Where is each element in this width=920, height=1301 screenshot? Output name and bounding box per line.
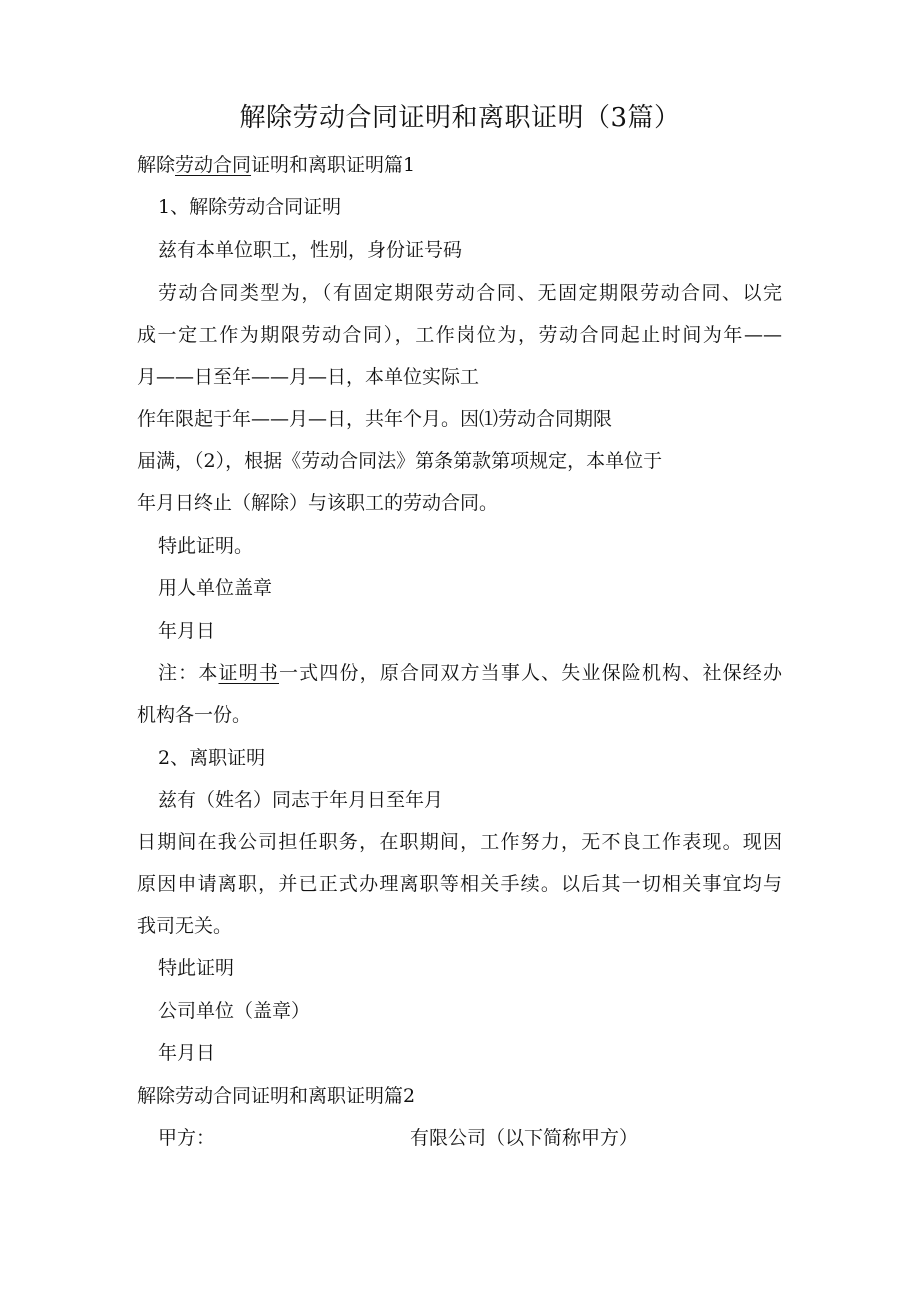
certify-text-2: 特此证明: [158, 957, 235, 979]
certify-text-1: 特此证明。: [158, 535, 254, 557]
heading-1-prefix: 解除: [137, 154, 176, 176]
resignation-line-4: 我司无关。: [137, 915, 233, 937]
note-line-2: 机构各一份。: [137, 704, 252, 726]
document-title: 解除劳动合同证明和离职证明（3篇）: [239, 103, 681, 133]
paragraph-contract-line-2: 成一定工作为期限劳动合同），工作岗位为，劳动合同起止时间为年——: [137, 324, 782, 346]
paragraph-contract-line-6: 年月日终止（解除）与该职工的劳动合同。: [137, 492, 499, 514]
item-1-title: 1、解除劳动合同证明: [158, 196, 342, 218]
resignation-line-1: 兹有（姓名）同志于年月日至年月: [158, 789, 444, 811]
company-seal-text: 公司单位（盖章）: [158, 1000, 311, 1022]
employer-seal-text: 用人单位盖章: [158, 577, 273, 599]
section-heading-1: [137, 152, 415, 178]
paragraph-contract-line-5: 届满，（2），根据《劳动合同法》第条第款第项规定，本单位于: [137, 450, 663, 472]
party-a-value: 有限公司（以下简称甲方）: [410, 1127, 639, 1149]
resignation-line-2: 日期间在我公司担任职务，在职期间，工作努力，无不良工作表现。现因: [137, 831, 782, 853]
paragraph-contract-line-4: 作年限起于年——月—日，共年个月。因⑴劳动合同期限: [137, 408, 613, 430]
note-line-1-suffix: 一式四份，原合同双方当事人、失业保险机构、社保经办: [279, 662, 782, 684]
resignation-line-3: 原因申请离职，并已正式办理离职等相关手续。以后其一切相关事宜均与: [137, 873, 782, 895]
paragraph-contract-line-1: 劳动合同类型为，（有固定期限劳动合同、无固定期限劳动合同、以完: [158, 282, 782, 304]
heading-1-suffix: 证明和离职证明篇1: [251, 154, 416, 176]
date-text-1: 年月日: [158, 620, 216, 642]
paragraph-contract-line-3: 月——日至年——月—日，本单位实际工: [137, 366, 480, 388]
note-line-1: [158, 660, 782, 686]
date-text-2: 年月日: [158, 1042, 216, 1064]
note-prefix: 注：本: [158, 662, 219, 684]
section-heading-2: 解除劳动合同证明和离职证明篇2: [137, 1085, 416, 1107]
certificate-link[interactable]: 证明书: [218, 662, 279, 684]
party-a-line: [158, 1125, 638, 1151]
item-2-title: 2、离职证明: [158, 747, 266, 769]
party-a-label: 甲方：: [158, 1127, 216, 1149]
paragraph-employee-info: 兹有本单位职工，性别，身份证号码: [158, 239, 463, 261]
labor-contract-link[interactable]: 劳动合同: [175, 154, 252, 176]
